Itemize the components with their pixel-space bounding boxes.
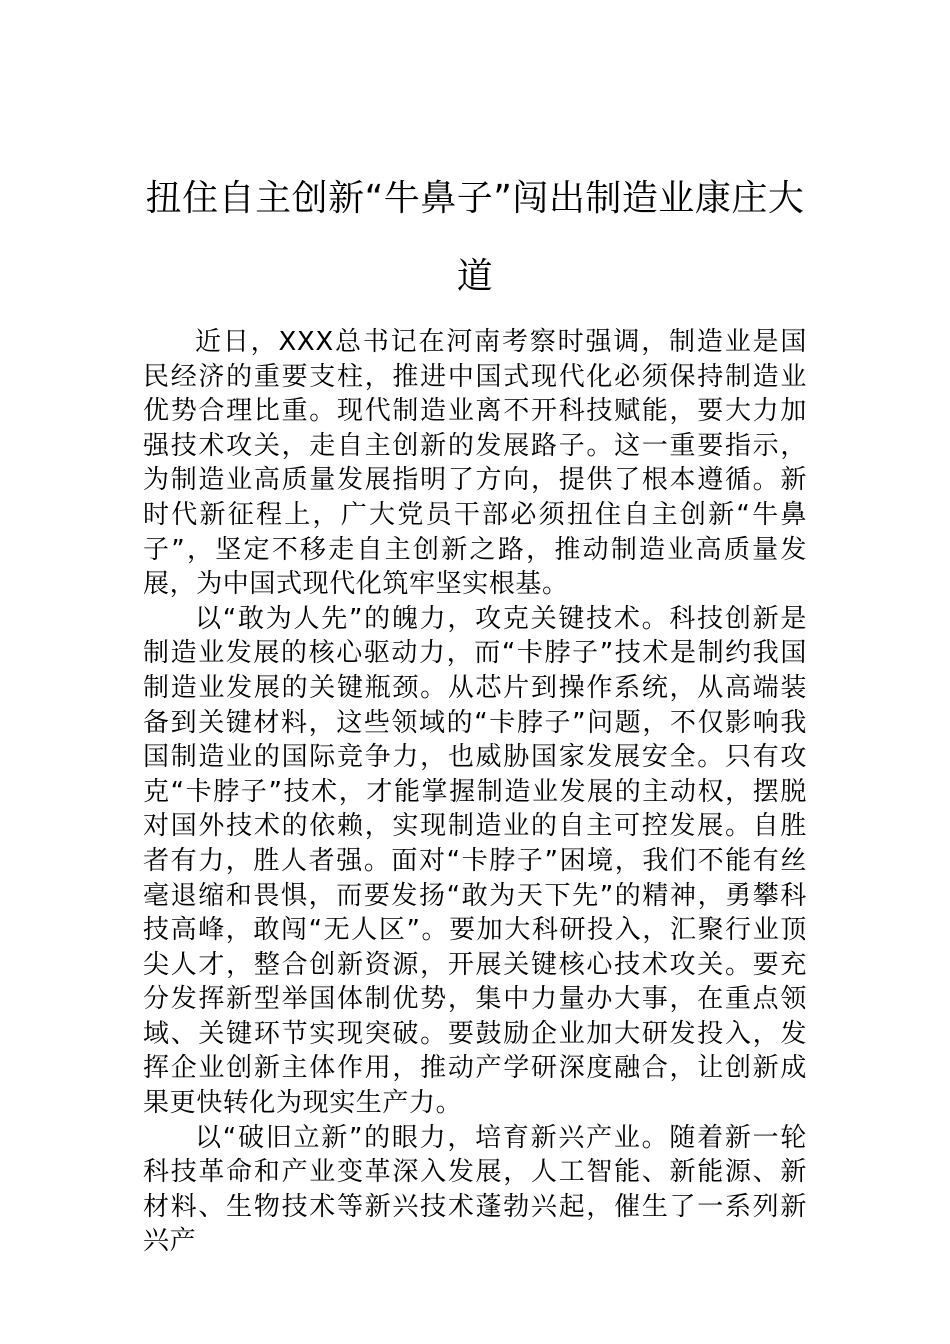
paragraph-3: 以“破旧立新”的眼力，培育新兴产业。随着新一轮科技革命和产业变革深入发展，人工智能、新能源、新材料、生物技术等新兴技术蓬勃兴起，催生了一系列新兴产 bbox=[143, 1122, 807, 1257]
document-body bbox=[143, 325, 807, 1259]
paragraph-2: 以“敢为人先”的魄力，攻克关键技术。科技创新是制造业发展的核心驱动力，而“卡脖子”技术是制约我国制造业发展的关键瓶颈。从芯片到操作系统，从高端装备到关键材料，这些领域的“卡脖子”问题，不仅影响我国制造业的国际竞争力，也威胁国家发展安全。只有攻克“卡脖子”技术，才能掌握制造业发展的主动权，摆脱对国外技术的依赖，实现制造业的自主可控发展。自胜者有力，胜人者强。面对“卡脖子”困境，我们不能有丝毫退缩和畏惧，而要发扬“敢为天下先”的精神，勇攀科技高峰，敢闯“无人区”。要加大科研投入，汇聚行业顶尖人才，整合创新资源，开展关键核心技术攻关。要充分发挥新型举国体制优势，集中力量办大事，在重点领域、关键环节实现突破。要鼓励企业加大研发投入，发挥企业创新主体作用，推动产学研深度融合，让创新成果更快转化为现实生产力。 bbox=[143, 603, 807, 1119]
document-title: 扭住自主创新“牛鼻子”闯出制造业康庄大道 bbox=[145, 178, 805, 297]
paragraph-1: 近日，XXX总书记在河南考察时强调，制造业是国民经济的重要支柱，推进中国式现代化必须保持制造业优势合理比重。现代制造业离不开科技赋能，要大力加强技术攻关，走自主创新的发展路子。这一重要指示，为制造业高质量发展指明了方向，提供了根本遵循。新时代新征程上，广大党员干部必须扭住自主创新“牛鼻子”，坚定不移走自主创新之路，推动制造业高质量发展，为中国式现代化筑牢坚实根基。 bbox=[143, 327, 807, 600]
